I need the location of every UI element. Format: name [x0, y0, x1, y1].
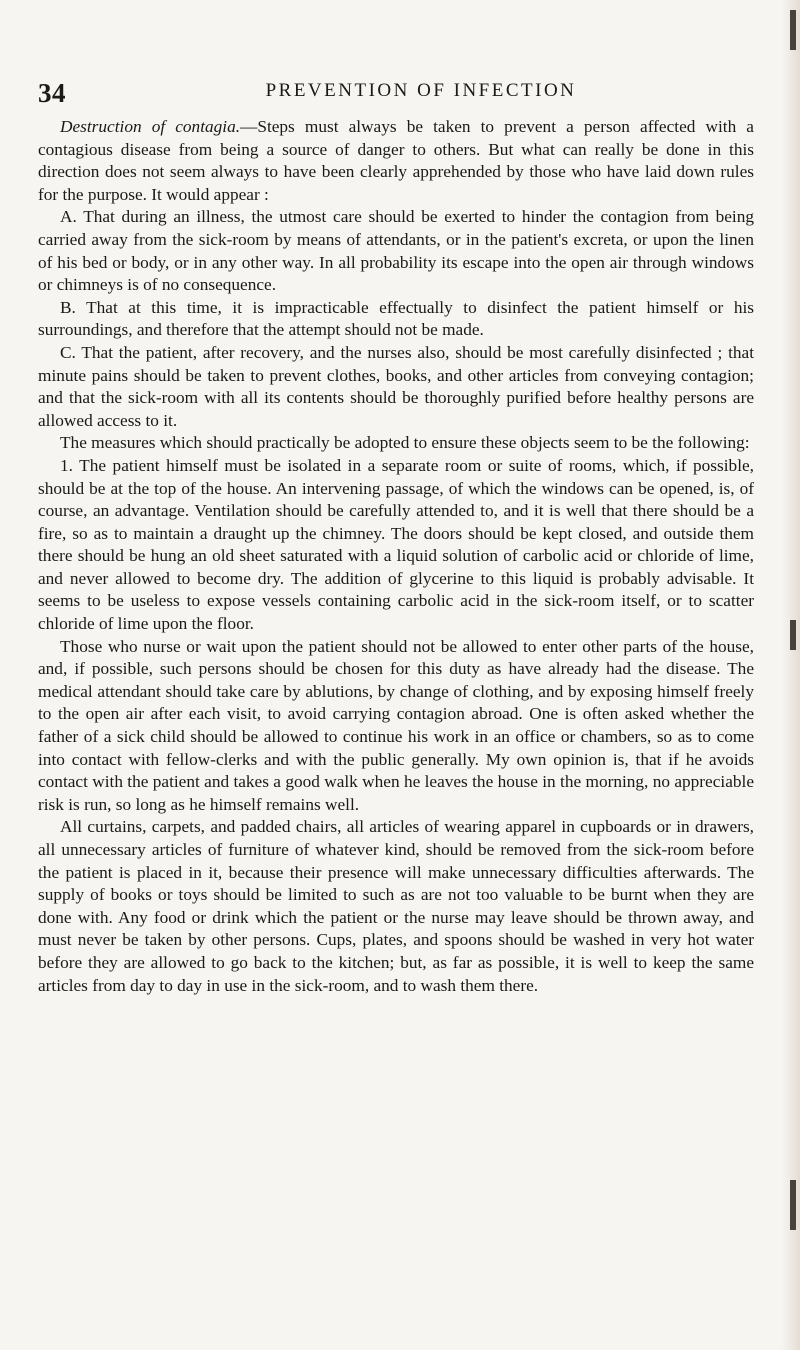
binding-mark [790, 10, 796, 50]
point-c [38, 342, 754, 432]
section-heading: Destruction of contagia. [60, 117, 241, 136]
measure-label: 1. [60, 455, 73, 475]
point-text: That during an illness, the utmost care should be exerted to hinder the contagion from being carried away from the sick-room by means of attendants, or in the patient's excreta, or upon the linen of his bed or body, or in any other way. In all probability its escape into the open air through windows or chimneys is of no consequence. [38, 207, 754, 295]
point-label: A. [60, 207, 77, 227]
page-binding-edge [782, 0, 800, 1350]
body-text [38, 116, 754, 1266]
binding-mark [790, 1180, 796, 1230]
running-head: PREVENTION OF INFECTION [265, 80, 577, 101]
intro-text: —Steps must always be taken to prevent a person affected with a contagious disease from being a source of danger to others. But what can really be done in this direction does not seem always to have been clearly apprehended by those who have laid down rules for the purpose. It would appear : [38, 117, 754, 204]
measure-text: The patient himself must be isolated in a separate room or suite of rooms, which, if possible, should be at the top of the house. An intervening passage, of which the windows can be opened, is, of course, an advantage. Ventilation should be carefully attended to, and it is well that there should be a fire, so as to maintain a draught up the chimney. The doors should be kept closed, and outside them there should be hung an old sheet saturated with a liquid solution of carbolic acid or chloride of lime, and never allowed to become dry. The addition of glycerine to this liquid is probably advisable. It seems to be useless to expose vessels containing carbolic acid in the sick-room itself, or to scatter chloride of lime upon the floor. [38, 455, 754, 634]
point-label: B. [60, 297, 76, 317]
paragraph-attendants: Those who nurse or wait upon the patient should not be allowed to enter other parts of the house, and, if possible, such persons should be chosen for this duty as have already had the disease. The medical attendant should take care by ablutions, by change of clothing, and by exposing himself freely to the open air after each visit, to avoid carrying contagion abroad. One is often asked whether the father of a sick child should be allowed to continue his work in an office or chambers, so as to come into contact with fellow-clerks and with the public generally. My own opinion is, that if he avoids contact with the patient and takes a good walk when he leaves the house in the morning, no appreciable risk is run, so long as he himself remains well. [38, 636, 754, 814]
page-header [38, 78, 754, 114]
point-b [38, 297, 754, 342]
measure-1 [38, 455, 754, 636]
point-a [38, 206, 754, 296]
binding-mark [790, 620, 796, 650]
page-number: 34 [38, 78, 66, 108]
measures-intro: The measures which should practically be adopted to ensure these objects seem to be the following: [60, 433, 750, 453]
point-text: That at this time, it is impracticable effectually to disinfect the patient himself or his surroundings, and therefore that the attempt should not be made. [38, 297, 754, 340]
point-text: That the patient, after recovery, and the nurses also, should be most carefully disinfected ; that minute pains should be taken to prevent clothes, books, and other articles from conveying contagion; and that the sick-room with all its contents should be thoroughly purified before healthy persons are allowed access to it. [38, 342, 754, 430]
intro-paragraph [38, 116, 754, 206]
point-label: C. [60, 342, 76, 362]
paragraph-furnishings: All curtains, carpets, and padded chairs, all articles of wearing apparel in cupboards or in drawers, all unnecessary articles of furniture of whatever kind, should be removed from the sick-room before the patient is placed in it, because their presence will make unnecessary difficulties afterwards. The supply of books or toys should be limited to such as are not too valuable to be burnt when they are done with. Any food or drink which the patient or the nurse may leave should be thrown away, and must never be taken by other persons. Cups, plates, and spoons should be washed in very hot water before they are allowed to go back to the kitchen; but, as far as possible, it is well to keep the same articles from day to day in use in the sick-room, and to wash them there. [38, 817, 754, 995]
